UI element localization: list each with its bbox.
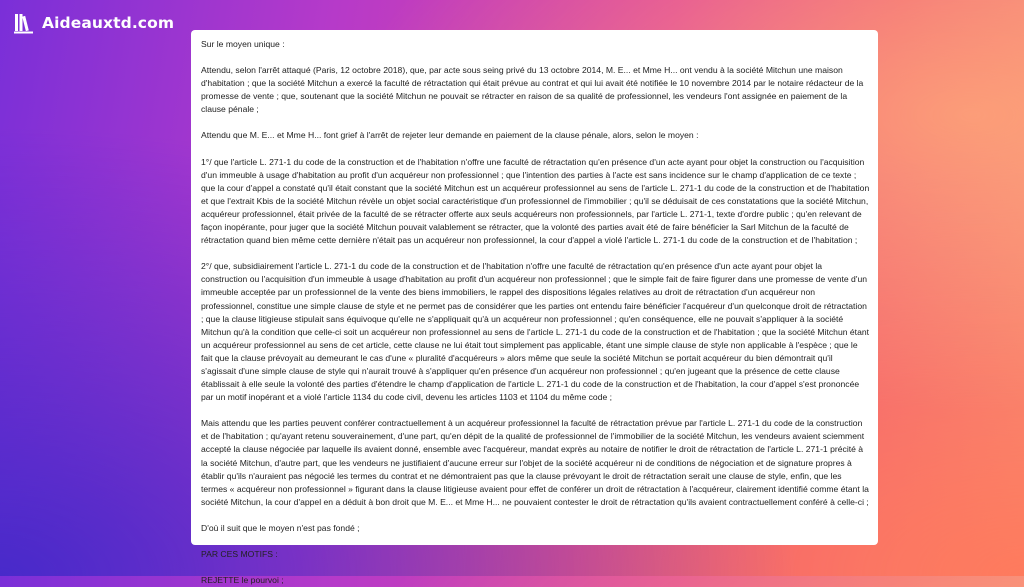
doc-paragraph: Attendu que M. E... et Mme H... font grief à l'arrêt de rejeter leur demande en paiement de la clause pénale, alors, selon le moyen : [201, 130, 699, 141]
doc-heading-moyen: Sur le moyen unique : [201, 39, 285, 49]
brand-logo[interactable] [14, 12, 174, 34]
doc-paragraph: 1°/ que l'article L. 271-1 du code de la construction et de l'habitation n'offre une faculté de rétractation qu'en présence d'un acte ayant pour objet la construction ou l'acquisition d'un immeuble à usage d'habitation au profit d'un acquéreur non professionnel ; que l'intention des parties à l'acte est sans incidence sur le champ d'application de ce texte ; que la cour d'appel a constaté qu'il était constant que la société Mitchun est un acquéreur professionnel au sens de l'article L. 271-1 du code de la construction et de l'habitation et que l'extrait Kbis de la société Mitchun révèle un objet social caractéristique d'un professionnel de l'immobilier ; qu'il se déduisait de ces constatations que la société Mitchun, acquéreur professionnel, était privée de la faculté de se rétracter offerte aux seuls acquéreurs non professionnels, par l'article L. 271-1, texte d'ordre public ; qu'en relevant de façon inopérante, pour juger que la société Mitchun pouvait valablement se rétracter, que la volonté des parties avait été de faire bénéficier la Sarl Mitchun de la faculté de rétractation quand bien même cette dernière n'était pas un acquéreur non professionnel, la cour d'appel a violé l'article L. 271-1 du code de la construction et de l'habitation ; [201, 156, 870, 246]
doc-paragraph: Attendu, selon l'arrêt attaqué (Paris, 12 octobre 2018), que, par acte sous seing privé du 13 octobre 2014, M. E... et Mme H... ont vendu à la société Mitchun une maison d'habitation ; que la société Mitchun a exercé la faculté de rétractation qui était prévue au contrat et qui lui avait été notifiée le 10 novembre 2014 par le notaire rédacteur de la promesse de vente ; que, soutenant que la société Mitchun ne pouvait se rétracter en raison de sa qualité de professionnel, les vendeurs l'ont assignée en paiement de la clause pénale ; [201, 65, 864, 115]
doc-ruling: REJETTE le pourvoi ; [201, 575, 284, 586]
doc-paragraph: Mais attendu que les parties peuvent conférer contractuellement à un acquéreur professionnel la faculté de rétractation prévue par l'article L. 271-1 du code de la construction et de l'habitation ; qu'ayant retenu souverainement, d'une part, qu'en dépit de la qualité de professionnel de l'immobilier de la société Mitchun, les vendeurs avaient sciemment accepté la clause négociée par laquelle ils avaient donné, ensemble avec l'acquéreur, mandat exprès au notaire de notifier le droit de rétractation de l'article L. 271-1 précité à la société Mitchun, d'autre part, que les vendeurs ne justifiaient d'aucune erreur sur l'objet de la société acquéreur ni de conditions de négociation et de signature propres à établir qu'ils n'auraient pas négocié les termes du contrat et ne démontraient pas que la clause prévoyant le droit de rétractation serait une clause de style, enfin, que les termes « acquéreur non professionnel » figurant dans la clause litigieuse avaient pour effet de conférer un droit de rétractation à l'acquéreur, clairement identifié comme étant la société Mitchun, la cour d'appel en a déduit à bon droit que M. E... et Mme H... ne pouvaient contester le droit de rétractation qu'ils avaient contractuellement conféré à celle-ci ; [201, 418, 869, 507]
doc-paragraph: 2°/ que, subsidiairement l'article L. 271-1 du code de la construction et de l'habitation n'offre une faculté de rétractation qu'en présence d'un acte ayant pour objet la construction ou l'acquisition d'un immeuble à usage d'habitation au profit d'un acquéreur non professionnel ; que le simple fait de faire figurer dans une promesse de vente d'un immeuble acceptée par un professionnel de la vente des biens immobiliers, le rappel des dispositions légales relatives au droit de rétractation d'un acquéreur non professionnel, constitue une simple clause de style et ne permet pas de considérer que les parties ont entendu faire bénéficier l'acquéreur d'un quelconque droit de rétractation ; que la clause litigieuse stipulait sans équivoque qu'elle ne s'appliquait qu'à un acquéreur non professionnel ; qu'en conséquence, elle ne pouvait s'appliquer à la société Mitchun qu'à la condition que celle-ci soit un acquéreur non professionnel au sens de l'article L. 271-1 du code de la construction et de l'habitation ; que la société Mitchun étant un acquéreur professionnel au sens de cet article, cette clause ne lui était tout simplement pas applicable, étant une simple clause de style non applicable à l'espèce ; que le fait que la clause prévoyait au demeurant le cas d'une « pluralité d'acquéreurs » alors même que seule la société Mitchun se portait acquéreur du bien démontrait qu'il s'agissait d'une simple clause de style qui n'aurait trouvé à s'appliquer qu'en présence d'un acquéreur non professionnel ; qu'en jugeant que la présence de cette clause établissait à elle seule la volonté des parties d'étendre le champ d'application de l'article L. 271-1 du code de la construction et de l'habitation, la cour d'appel s'est prononcée par un motif inopérant et a violé l'article 1134 du code civil, devenu les articles 1103 et 1104 du même code ; [201, 261, 870, 403]
document-panel [191, 30, 878, 586]
doc-heading-motifs: PAR CES MOTIFS : [201, 549, 278, 559]
doc-paragraph: D'où il suit que le moyen n'est pas fondé ; [201, 522, 360, 533]
brand-name: Aideauxtd.com [42, 14, 175, 32]
books-logo-icon [14, 12, 36, 34]
